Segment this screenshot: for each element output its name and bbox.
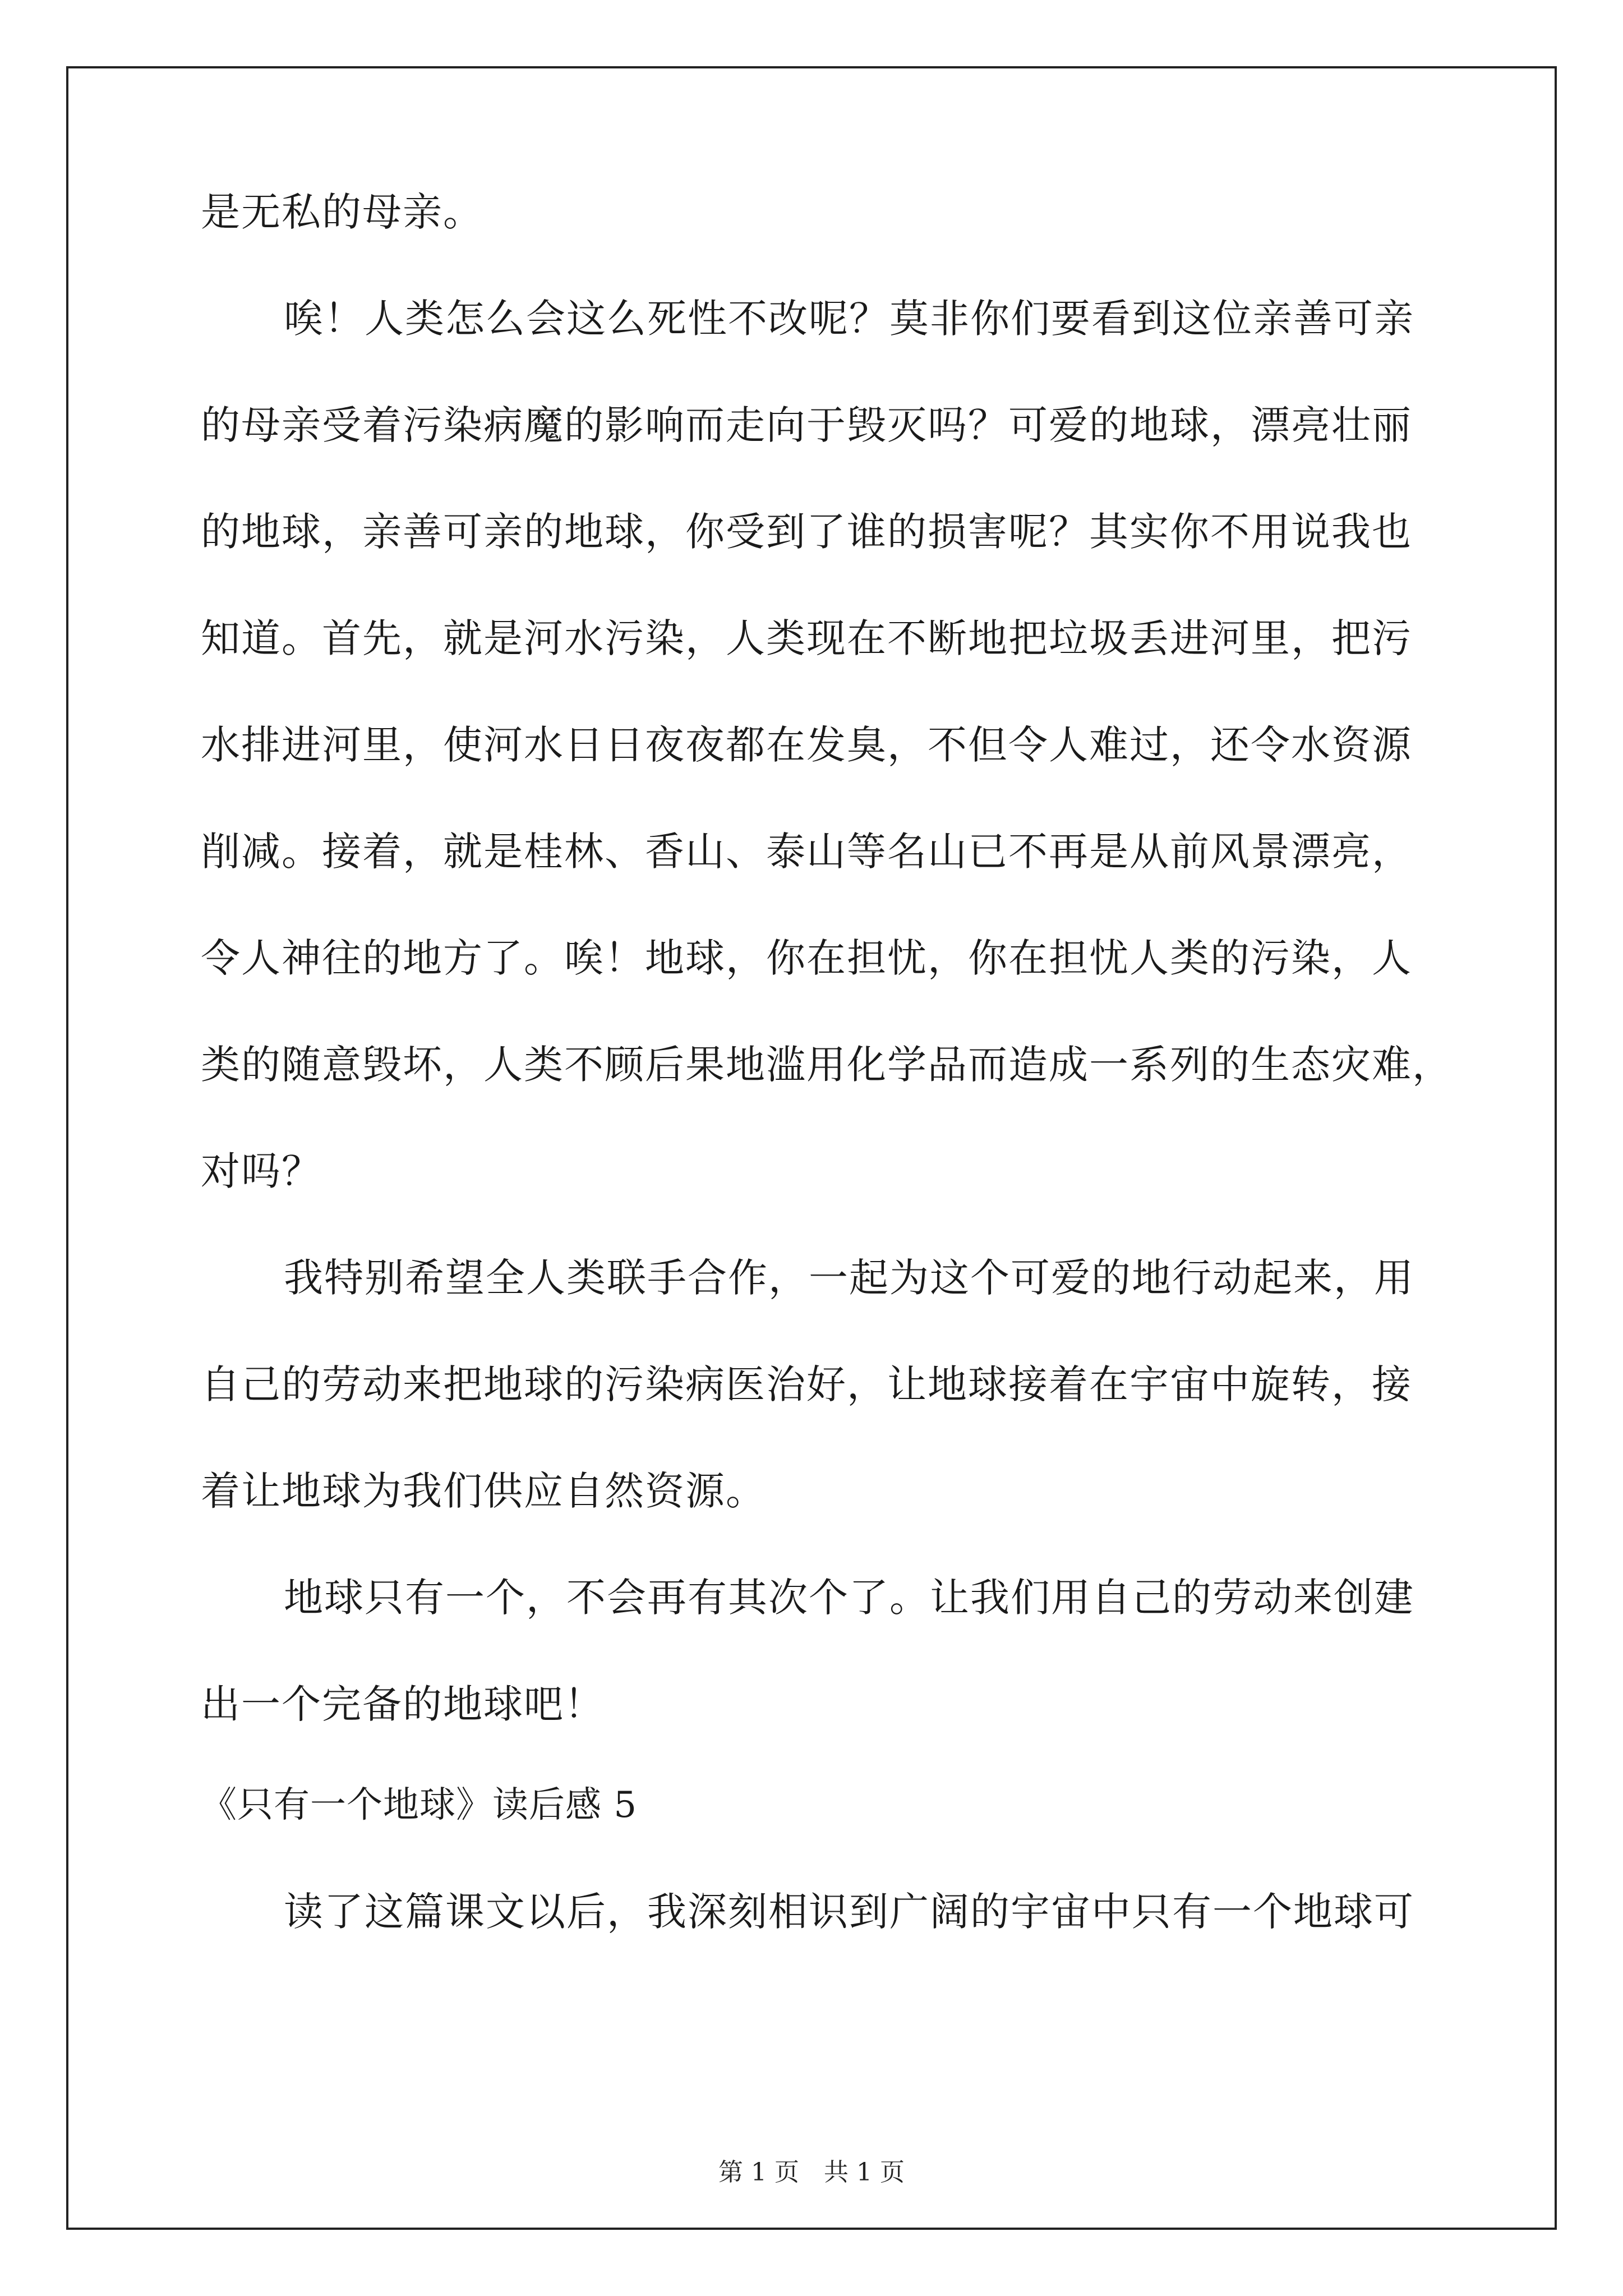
section-heading: 《只有一个地球》读后感 5 <box>201 1784 638 1826</box>
text-line: 削减。接着，就是桂林、香山、泰山等名山已不再是从前风景漂亮， <box>201 829 1412 875</box>
text-line: 知道。首先，就是河水污染，人类现在不断地把垃圾丢进河里，把污 <box>201 615 1412 661</box>
text-line: 水排进河里，使河水日日夜夜都在发臭，不但令人难过，还令水资源 <box>201 722 1412 768</box>
paragraph-first-line: 我特别希望全人类联手合作，一起为这个可爱的地行动起来，用 <box>284 1255 1414 1301</box>
paragraph-first-line: 读了这篇课文以后，我深刻相识到广阔的宇宙中只有一个地球可 <box>284 1889 1414 1935</box>
paragraph-first-line: 地球只有一个，不会再有其次个了。让我们用自己的劳动来创建 <box>284 1575 1414 1621</box>
text-line: 令人神往的地方了。唉！地球，你在担忧，你在担忧人类的污染，人 <box>201 935 1412 981</box>
text-line: 着让地球为我们供应自然资源。 <box>201 1468 766 1514</box>
page-footer: 第 1 页 共 1 页 <box>718 2158 905 2187</box>
text-line: 是无私的母亲。 <box>201 189 483 235</box>
text-line: 的母亲受着污染病魔的影响而走向于毁灭吗？可爱的地球，漂亮壮丽 <box>201 402 1412 448</box>
text-line: 类的随意毁坏，人类不顾后果地滥用化学品而造成一系列的生态灾难， <box>201 1042 1453 1088</box>
text-line: 出一个完备的地球吧！ <box>201 1681 605 1727</box>
text-line: 对吗？ <box>201 1148 322 1194</box>
paragraph-first-line: 唉！人类怎么会这么死性不改呢？莫非你们要看到这位亲善可亲 <box>284 296 1414 342</box>
text-line: 的地球，亲善可亲的地球，你受到了谁的损害呢？其实你不用说我也 <box>201 509 1412 555</box>
text-line: 自己的劳动来把地球的污染病医治好，让地球接着在宇宙中旋转，接 <box>201 1361 1412 1407</box>
